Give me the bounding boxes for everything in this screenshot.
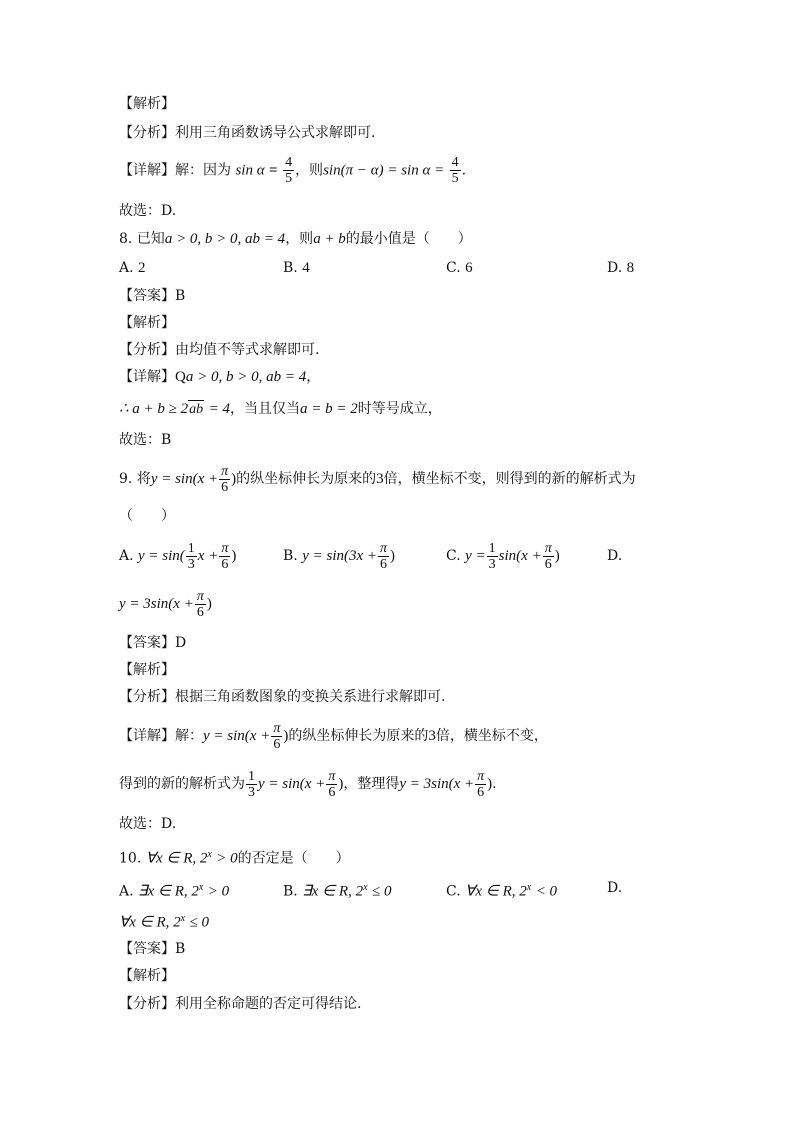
q10-option-d-letter: D. — [607, 880, 623, 896]
fraction-numerator: π — [221, 540, 229, 556]
option-expr: ≤ 0 — [371, 883, 392, 900]
q10-option-d — [119, 910, 209, 932]
pi-over-6 — [475, 769, 486, 800]
one-third — [487, 541, 498, 572]
pi-over-6 — [543, 541, 554, 572]
answer-value: B — [175, 941, 186, 957]
q8-expr: a + b — [313, 231, 346, 247]
option-letter: B. — [283, 548, 298, 564]
fraction-denominator: 6 — [380, 556, 388, 572]
option-letter: C. — [446, 260, 461, 276]
q8-number: 8. — [119, 231, 133, 247]
q10-expr: ∀x ∈ R, 2 — [145, 850, 208, 867]
close-paren: ) — [338, 776, 344, 792]
q8-given: a > 0, b > 0, ab = 4 — [185, 369, 307, 385]
q7-jiexi-label: 【解析】 — [119, 96, 175, 112]
fraction-numerator: 4 — [451, 155, 459, 170]
daan-label: 【答案】 — [119, 288, 175, 304]
fraction-4-5 — [283, 155, 294, 186]
option-expr: x + — [197, 548, 219, 564]
option-value: 4 — [302, 260, 310, 276]
pi-over-6 — [378, 541, 389, 572]
sqrt-ab: ab — [189, 402, 204, 417]
option-expr: ∃x ∈ R, 2 — [302, 883, 364, 900]
fraction-numerator: 1 — [248, 768, 255, 784]
answer-value: D — [175, 635, 187, 651]
q9-option-d — [119, 587, 212, 621]
pi-over-6 — [195, 589, 206, 620]
fenxi-text: 利用三角函数诱导公式求解即可. — [175, 125, 376, 141]
fraction-denominator: 3 — [187, 556, 195, 572]
option-letter: D. — [607, 260, 623, 276]
close-paren: ) — [231, 471, 237, 487]
q9-result-line — [119, 767, 497, 801]
option-value: 2 — [138, 260, 146, 276]
q9-answer — [119, 634, 186, 652]
close-paren: ) — [554, 548, 560, 564]
one-third — [246, 769, 257, 800]
pi-over-6 — [326, 769, 337, 800]
option-expr: y = 3sin(x + — [119, 596, 194, 612]
option-expr: ∀x ∈ R, 2 — [465, 883, 527, 900]
option-expr: sin(x + — [498, 548, 542, 564]
fraction-numerator: π — [196, 588, 204, 604]
q9-option-c — [446, 539, 560, 573]
exponent: x — [198, 882, 204, 893]
fraction-numerator: 4 — [285, 155, 293, 170]
fraction-denominator: 3 — [488, 556, 496, 572]
exponent: x — [180, 913, 186, 924]
xiangjie-prefix: 解：因为 — [175, 162, 231, 179]
fraction-numerator: π — [328, 768, 336, 784]
because-symbol: Q — [175, 369, 186, 385]
q7-xiangjie-line — [119, 155, 466, 186]
q9-option-a — [119, 539, 236, 573]
comma: ， — [306, 369, 321, 385]
q9-three: 3 — [428, 728, 436, 744]
pi-over-6 — [271, 721, 282, 752]
inequality-rhs: = 4 — [208, 401, 230, 417]
option-expr: y = sin( — [138, 548, 185, 564]
q8-option-a — [119, 259, 146, 277]
option-letter: A. — [119, 883, 134, 900]
q7-fenxi-line — [119, 124, 375, 142]
answer-value: B — [175, 288, 186, 304]
fenxi-text: 利用全称命题的否定可得结论. — [175, 996, 362, 1012]
daan-label: 【答案】 — [119, 635, 175, 651]
q9-three: 3 — [376, 471, 384, 487]
option-expr: > 0 — [207, 883, 230, 900]
option-expr: < 0 — [535, 883, 558, 900]
fraction-numerator: π — [380, 540, 388, 556]
final-expr: y = 3sin(x + — [399, 776, 475, 792]
q8-stem — [119, 230, 472, 248]
pi-over-6 — [219, 464, 230, 495]
exponent: x — [363, 882, 368, 893]
close-paren: ) — [206, 596, 212, 612]
option-expr: ≤ 0 — [189, 914, 210, 931]
fraction-denominator: 5 — [285, 171, 293, 186]
q10-option-c — [446, 879, 557, 901]
xiangjie-tail2: 倍，横坐标不变， — [435, 728, 548, 744]
fenxi-label: 【分析】 — [119, 342, 175, 358]
equals-sign: = — [269, 162, 278, 179]
q8-xiangjie-line — [119, 368, 320, 386]
q8-option-c — [446, 259, 473, 277]
q9-function: y = sin(x + — [150, 471, 219, 487]
q8-stem-c: 的最小值是（ ） — [345, 231, 472, 247]
option-letter: B. — [283, 260, 298, 276]
fraction-numerator: 1 — [488, 540, 496, 556]
then-text: ，则 — [295, 162, 324, 179]
fraction-denominator: 3 — [248, 784, 255, 800]
q9-option-d-letter: D. — [607, 548, 623, 564]
simplify-text: ，整理得 — [343, 776, 400, 792]
q10-answer — [119, 940, 185, 958]
q9-xiangjie-line — [119, 719, 548, 753]
exponent: x — [526, 882, 532, 893]
xiangjie-label: 【详解】 — [119, 162, 175, 179]
q9-stem-a: 将 — [136, 471, 151, 487]
end-dot: . — [461, 162, 467, 179]
condition-text: ，当且仅当 — [229, 401, 300, 417]
q9-jiexi-label: 【解析】 — [119, 662, 175, 678]
q10-option-b — [283, 879, 391, 901]
xiangjie-label: 【详解】 — [119, 369, 175, 385]
option-letter: B. — [283, 883, 298, 900]
fraction-denominator: 6 — [221, 556, 229, 572]
option-letter: A. — [119, 548, 134, 564]
close-paren: ) — [231, 548, 237, 564]
q9-stem — [119, 462, 636, 496]
q10-stem — [119, 846, 350, 868]
q10-option-a — [119, 879, 229, 901]
conclusion-text: 时等号成立， — [357, 401, 442, 417]
q10-expr-tail: > 0 — [216, 850, 238, 867]
xiangjie-prefix: 解： — [175, 728, 203, 744]
xiangjie-tail: 的纵坐标伸长为原来的 — [288, 728, 429, 744]
q9-choice: 故选：D. — [119, 816, 177, 832]
option-expr: ∀x ∈ R, 2 — [119, 914, 181, 931]
q10-jiexi-label: 【解析】 — [119, 968, 175, 984]
fenxi-text: 由均值不等式求解即可. — [175, 342, 320, 358]
fraction-numerator: π — [221, 463, 229, 479]
option-letter: C. — [446, 883, 461, 900]
end-dot: . — [492, 776, 497, 792]
q10-number: 10. — [119, 850, 142, 867]
fraction-denominator: 6 — [196, 604, 204, 620]
inequality-lhs: ∴ a + b ≥ 2 — [119, 401, 189, 417]
q10-fenxi-line — [119, 995, 361, 1013]
fraction-numerator: π — [273, 720, 281, 736]
q9-stem-c: 倍，横坐标不变，则得到的新的解析式为 — [383, 471, 636, 487]
fraction-denominator: 6 — [544, 556, 552, 572]
q9-stem-b: 的纵坐标伸长为原来的 — [236, 471, 377, 487]
daan-label: 【答案】 — [119, 941, 175, 957]
q8-option-b — [283, 259, 310, 277]
q8-stem-a: 已知 — [136, 231, 165, 247]
result-prefix: 得到的新的解析式为 — [119, 776, 245, 792]
q9-option-b — [283, 539, 395, 573]
option-value: 8 — [626, 260, 635, 276]
exponent: x — [207, 849, 212, 860]
q8-option-d — [607, 259, 634, 277]
fraction-numerator: π — [544, 540, 552, 556]
fraction-denominator: 6 — [328, 784, 336, 800]
option-expr: y = sin(3x + — [302, 548, 378, 564]
fraction-4-5-b — [450, 155, 461, 186]
fraction-denominator: 5 — [451, 171, 459, 186]
fraction-numerator: π — [477, 768, 485, 784]
option-value: 6 — [465, 260, 473, 276]
option-letter: A. — [119, 260, 134, 276]
result-expr: y = sin(x + — [258, 776, 326, 792]
xiangjie-label: 【详解】 — [119, 728, 175, 744]
close-paren: ) — [390, 548, 396, 564]
q8-jiexi-label: 【解析】 — [119, 315, 175, 331]
q8-derivation — [119, 400, 442, 419]
option-letter: C. — [446, 548, 461, 564]
q9-paren: （ ） — [119, 508, 175, 524]
q7-choice: 故选：D. — [119, 203, 177, 219]
fraction-denominator: 6 — [221, 479, 229, 495]
identity-expr: sin(π − α) = sin α = — [323, 162, 445, 179]
q8-answer — [119, 287, 185, 305]
sin-alpha: sin α — [235, 162, 265, 179]
fenxi-label: 【分析】 — [119, 125, 175, 141]
pi-over-6 — [219, 541, 230, 572]
fenxi-label: 【分析】 — [119, 996, 175, 1012]
fenxi-label: 【分析】 — [119, 689, 175, 705]
fraction-denominator: 6 — [477, 784, 485, 800]
option-expr: ∃x ∈ R, 2 — [138, 883, 199, 900]
q10-stem-c: 的否定是（ ） — [237, 850, 350, 867]
q9-number: 9. — [119, 471, 133, 487]
option-expr: y = — [465, 548, 486, 564]
q8-stem-b: ，则 — [285, 231, 314, 247]
q9-function: y = sin(x + — [203, 728, 271, 744]
q8-choice: 故选：B — [119, 432, 172, 448]
q8-condition: a > 0, b > 0, ab = 4 — [164, 231, 286, 247]
fraction-numerator: 1 — [187, 540, 195, 556]
q8-fenxi-line — [119, 341, 319, 359]
q9-fenxi-line — [119, 688, 445, 706]
one-third — [186, 541, 197, 572]
equality-condition: a = b = 2 — [299, 401, 358, 417]
close-paren: ) — [283, 728, 289, 744]
fenxi-text: 根据三角函数图象的变换关系进行求解即可. — [175, 689, 446, 705]
close-paren: ) — [487, 776, 493, 792]
fraction-denominator: 6 — [273, 736, 281, 752]
